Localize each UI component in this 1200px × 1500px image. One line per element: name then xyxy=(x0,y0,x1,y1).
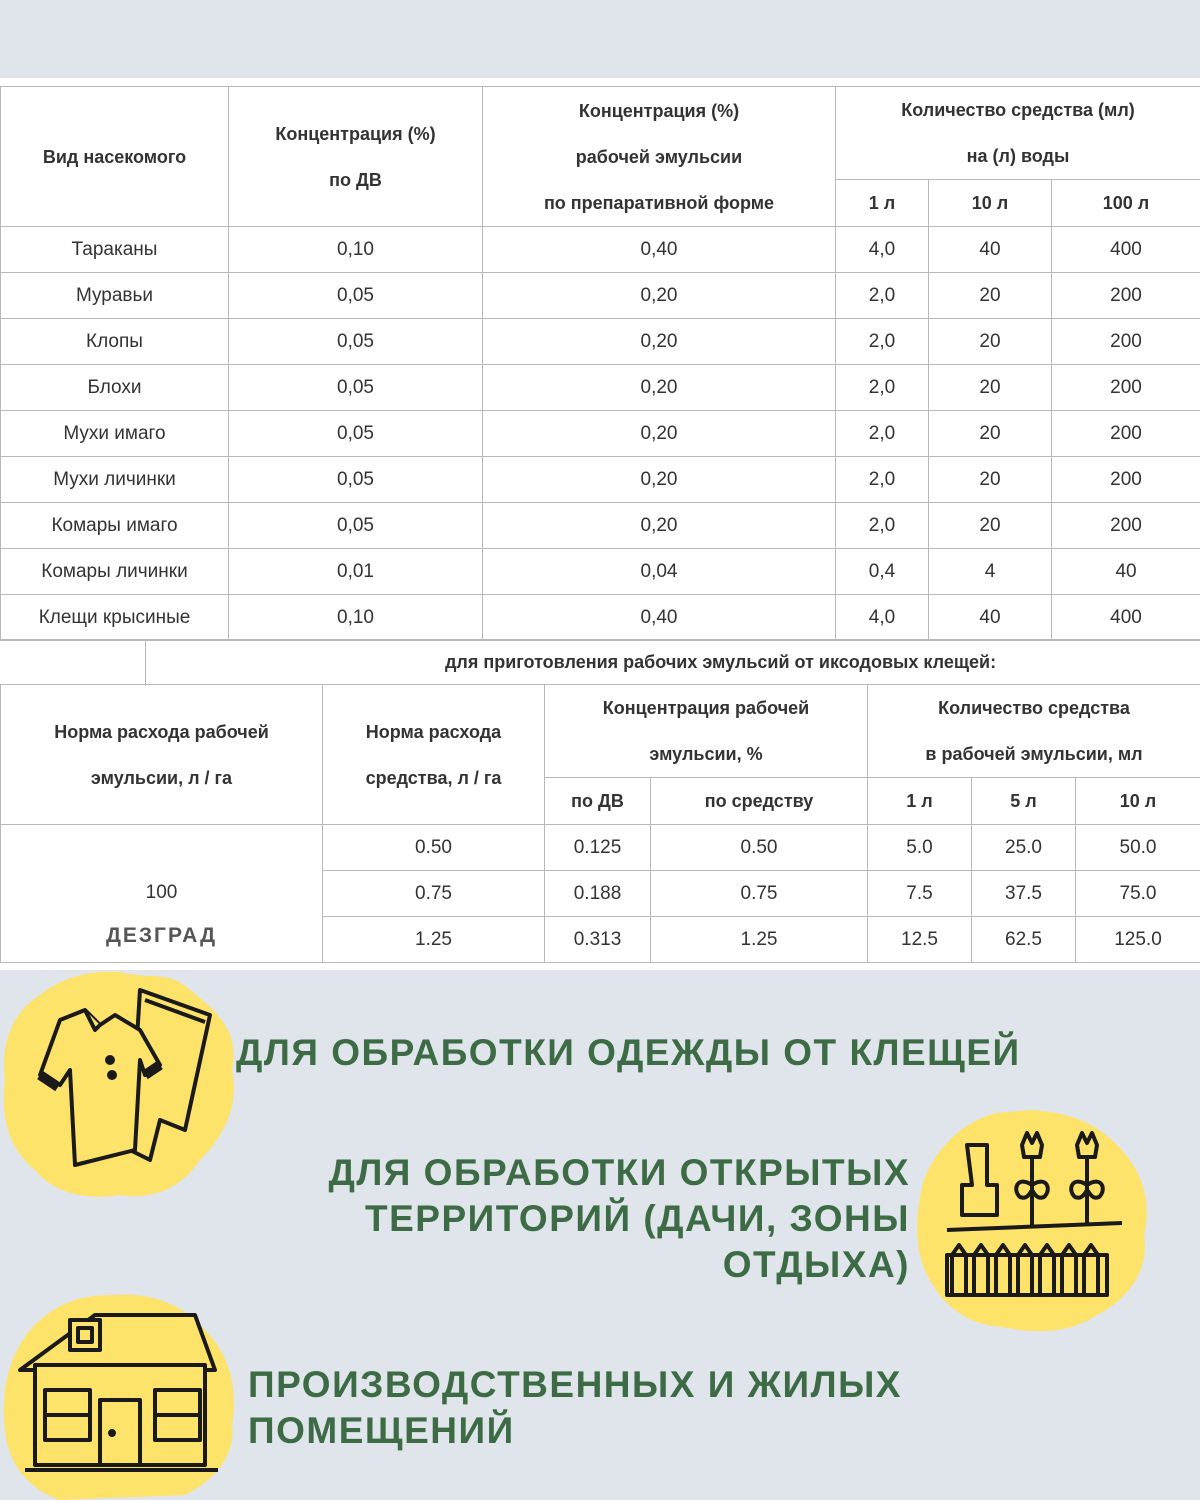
norm-value-cell xyxy=(1,825,323,963)
table-row xyxy=(1,457,1200,503)
clothes-icon xyxy=(0,970,240,1200)
table-cell: 200 xyxy=(1052,365,1200,411)
table-cell: 200 xyxy=(1052,273,1200,319)
table-cell: Мухи имаго xyxy=(1,411,229,457)
house-icon xyxy=(0,1290,240,1500)
table-cell: Комары личинки xyxy=(1,549,229,595)
table-cell: 25.0 xyxy=(972,825,1076,871)
table-body xyxy=(1,825,1200,963)
header-norm-agent: Норма расхода средства, л / га xyxy=(323,685,545,825)
garden-icon xyxy=(912,1105,1152,1335)
table-cell: 37.5 xyxy=(972,871,1076,917)
header-norm-emulsion: Норма расхода рабочей эмульсии, л / га xyxy=(1,685,323,825)
table-cell: 2,0 xyxy=(836,457,929,503)
header-vol-10: 10 л xyxy=(1076,778,1200,825)
table-cell: 40 xyxy=(1052,549,1200,595)
table-cell: 20 xyxy=(929,273,1052,319)
table-row xyxy=(1,549,1200,595)
table-cell: 0,20 xyxy=(483,273,836,319)
table-cell: 0,05 xyxy=(229,273,483,319)
table-cell: 4,0 xyxy=(836,227,929,273)
table-cell: 4 xyxy=(929,549,1052,595)
table-cell: 0.75 xyxy=(323,871,545,917)
feature-territory: ДЛЯ ОБРАБОТКИ ОТКРЫТЫХ ТЕРРИТОРИЙ (ДАЧИ, ЗОНЫ ОТДЫХА) xyxy=(328,1152,910,1285)
table-cell: 0.50 xyxy=(651,825,868,871)
table-row xyxy=(1,319,1200,365)
table-cell: Мухи личинки xyxy=(1,457,229,503)
top-band xyxy=(0,0,1200,78)
feature-clothes: ДЛЯ ОБРАБОТКИ ОДЕЖДЫ ОТ КЛЕЩЕЙ xyxy=(236,1032,1021,1073)
header-amount: Количество средства (мл) на (л) воды xyxy=(836,87,1200,180)
table-cell: Клопы xyxy=(1,319,229,365)
table-cell: 0,40 xyxy=(483,227,836,273)
table-cell: 20 xyxy=(929,503,1052,549)
table-row xyxy=(1,365,1200,411)
table-cell: 0,05 xyxy=(229,457,483,503)
table-cell: 400 xyxy=(1052,595,1200,641)
table-body xyxy=(1,227,1200,641)
table-cell: 0.125 xyxy=(545,825,651,871)
header-conc-dv: Концентрация (%) по ДВ xyxy=(229,87,483,227)
table-cell: 0,01 xyxy=(229,549,483,595)
header-insect: Вид насекомого xyxy=(1,87,229,227)
table-cell: 400 xyxy=(1052,227,1200,273)
table-cell: 20 xyxy=(929,411,1052,457)
table-cell: 7.5 xyxy=(868,871,972,917)
table-cell: 0.188 xyxy=(545,871,651,917)
table-header-row xyxy=(1,685,1200,778)
table-cell: 0,05 xyxy=(229,319,483,365)
table-cell: 2,0 xyxy=(836,365,929,411)
header-vol-5: 5 л xyxy=(972,778,1076,825)
table-cell: 200 xyxy=(1052,411,1200,457)
table-cell: Клещи крысиные xyxy=(1,595,229,641)
table-cell: 20 xyxy=(929,457,1052,503)
table-row xyxy=(1,227,1200,273)
header-vol-1: 1 л xyxy=(836,180,929,227)
table-cell: 2,0 xyxy=(836,503,929,549)
table-cell: 0,20 xyxy=(483,457,836,503)
table-cell: 1.25 xyxy=(323,917,545,963)
table-cell: 1.25 xyxy=(651,917,868,963)
table-cell: 2,0 xyxy=(836,273,929,319)
insect-dosage-table xyxy=(0,86,1200,641)
table-cell: 0,20 xyxy=(483,411,836,457)
table-header-row xyxy=(1,87,1200,180)
note-text: для приготовления рабочих эмульсий от иксодовых клещей: xyxy=(445,652,997,672)
tick-dosage-table xyxy=(0,684,1200,963)
table-cell: 125.0 xyxy=(1076,917,1200,963)
table-cell: 0,10 xyxy=(229,595,483,641)
table-cell: 0,40 xyxy=(483,595,836,641)
table-cell: 20 xyxy=(929,319,1052,365)
table-cell: 50.0 xyxy=(1076,825,1200,871)
table-row xyxy=(1,503,1200,549)
header-by-dv: по ДВ xyxy=(545,778,651,825)
table-cell: 5.0 xyxy=(868,825,972,871)
header-conc-emulsion: Концентрация (%) рабочей эмульсии по препаративной форме xyxy=(483,87,836,227)
table-cell: 40 xyxy=(929,595,1052,641)
table-row xyxy=(1,411,1200,457)
dosage-sheet xyxy=(0,78,1200,970)
table-row xyxy=(1,825,1200,871)
features-panel xyxy=(0,970,1200,1500)
table-cell: 0,05 xyxy=(229,503,483,549)
table-cell: Блохи xyxy=(1,365,229,411)
table-cell: 0,10 xyxy=(229,227,483,273)
table-cell: 62.5 xyxy=(972,917,1076,963)
table-cell: 0,4 xyxy=(836,549,929,595)
header-by-agent: по средству xyxy=(651,778,868,825)
table-cell: 12.5 xyxy=(868,917,972,963)
table-cell: 40 xyxy=(929,227,1052,273)
header-vol-100: 100 л xyxy=(1052,180,1200,227)
header-amount-emulsion: Количество средства в рабочей эмульсии, мл xyxy=(868,685,1200,778)
table-cell: 0.75 xyxy=(651,871,868,917)
ixodid-note xyxy=(0,639,1200,685)
table-cell: 2,0 xyxy=(836,411,929,457)
table-cell: 0,20 xyxy=(483,319,836,365)
table-cell: 0,05 xyxy=(229,365,483,411)
table-cell: 0,20 xyxy=(483,365,836,411)
norm-value: 100 xyxy=(145,882,178,903)
table-row xyxy=(1,273,1200,319)
brand-name: ДЕЗГРАД xyxy=(105,924,218,947)
header-vol-1: 1 л xyxy=(868,778,972,825)
table-cell: 20 xyxy=(929,365,1052,411)
table-cell: 200 xyxy=(1052,457,1200,503)
table-cell: Тараканы xyxy=(1,227,229,273)
table-cell: 200 xyxy=(1052,319,1200,365)
table-cell: 75.0 xyxy=(1076,871,1200,917)
table-cell: Муравьи xyxy=(1,273,229,319)
table-cell: 2,0 xyxy=(836,319,929,365)
table-cell: 0,05 xyxy=(229,411,483,457)
table-cell: 200 xyxy=(1052,503,1200,549)
header-vol-10: 10 л xyxy=(929,180,1052,227)
feature-premises: ПРОИЗВОДСТВЕННЫХ И ЖИЛЫХ ПОМЕЩЕНИЙ xyxy=(248,1364,902,1451)
table-cell: 0.50 xyxy=(323,825,545,871)
table-cell: Комары имаго xyxy=(1,503,229,549)
table-cell: 4,0 xyxy=(836,595,929,641)
table-cell: 0,20 xyxy=(483,503,836,549)
table-row xyxy=(1,595,1200,641)
table-cell: 0,04 xyxy=(483,549,836,595)
header-conc: Концентрация рабочей эмульсии, % xyxy=(545,685,868,778)
table-cell: 0.313 xyxy=(545,917,651,963)
